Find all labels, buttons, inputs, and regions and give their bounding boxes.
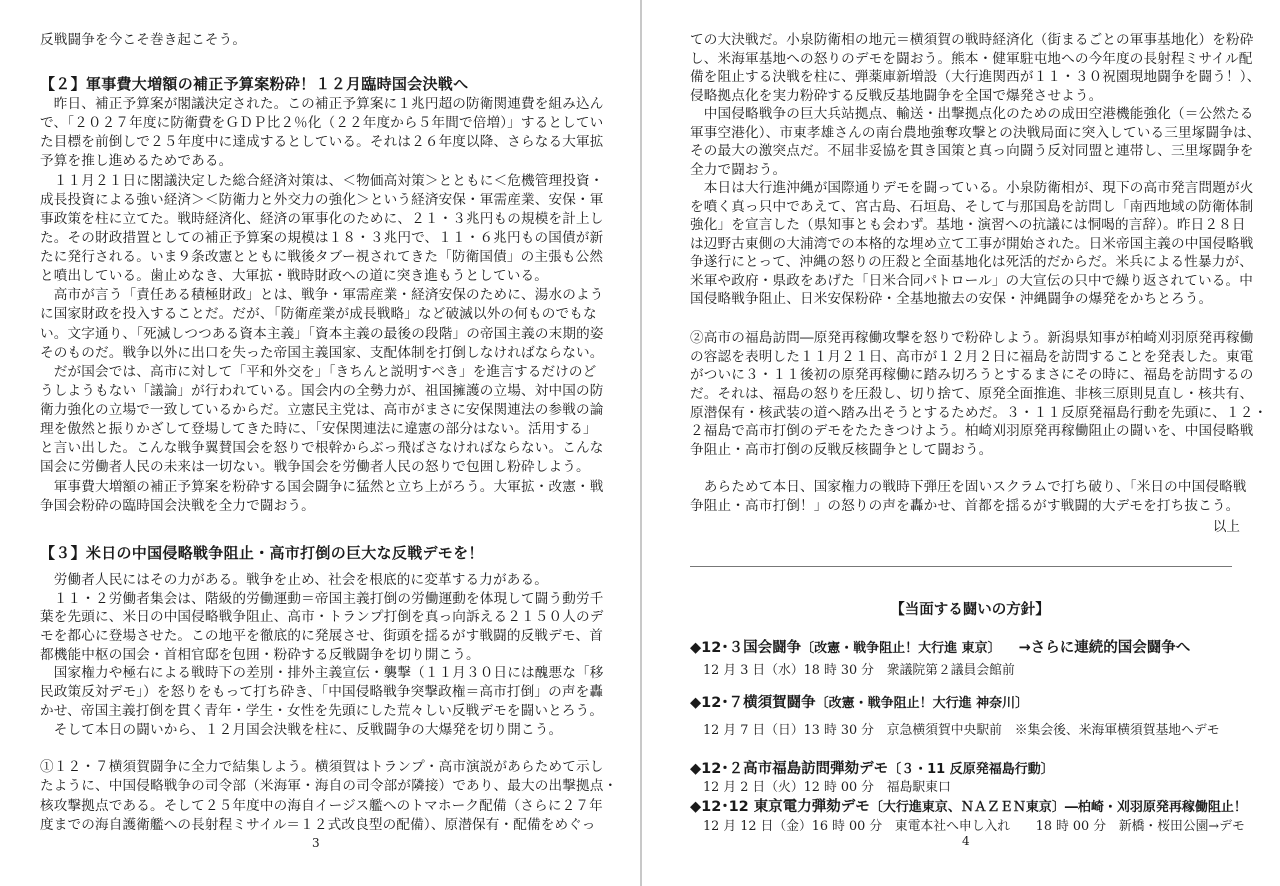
schedule-item-title — [690, 691, 1046, 712]
schedule-item-title: ◆12･12 東京電力弾劾デモ — [690, 799, 870, 815]
schedule-item-title — [690, 636, 1190, 657]
text-line: ①１２・７横須賀闘争に全力で結集しよう。横須賀はトランプ・高市演説があらためて示し — [40, 759, 604, 775]
text-line: と言い出した。こんな戦争翼賛国会を怒りで根幹からぶっ飛ばさなければならない。こんな — [40, 440, 604, 457]
schedule-item-detail: 12 月 7 日（日）13 時 30 分 京急横須賀中央駅前 ※集会後、米海軍横須賀基地へデモ — [703, 723, 1220, 738]
text-line: たに発行される。いま９条改憲とともに戦後タブー視されてきた「防衛国債」の主張も公然 — [40, 249, 604, 265]
schedule-item-detail: 12 月 2 日（火）12 時 00 分 福島駅東口 — [703, 780, 951, 795]
text-line: 本日は大行進沖縄が国際通りデモを闘っている。小泉防衛相が、現下の高市発言問題が火 — [690, 180, 1254, 196]
text-line: で、「２０２７年度に防衛費をＧＤＰ比２％化（２２年度から５年間で倍増）」するとしてい — [40, 115, 604, 132]
text-line: 争遂行にとって、沖縄の怒りの圧殺と全面基地化は死活的だからだ。米兵による性暴力が、 — [690, 254, 1253, 270]
text-line: と噴出している。歯止めなき、大軍拡・戦時財政への道に突き進もうとしている。 — [40, 268, 548, 285]
text-line: 原潜保有・核武装の道へ踏み出そうとするためだ。３・１１反原発福島行動を先頭に、１２・ — [690, 404, 1268, 421]
text-line: そのものだ。戦争以外に出口を失った帝国主義国家、支配体制を打倒しなければならない。 — [40, 344, 604, 361]
text-line: がついに３・１１後初の原発再稼働に踏み切ろうとするまさにその時に、福島を訪問するの — [690, 367, 1254, 384]
schedule-item-sub: 〔改憲・戦争阻止！大行進 東京〕 — [801, 641, 1001, 656]
text-line: 中国侵略戦争の巨大兵站拠点、輸送・出撃拠点化のための成田空港機能強化（＝公然たる — [690, 106, 1254, 122]
page-number: 3 — [312, 836, 320, 850]
text-line: の容認を表明した１１月２１日、高市が１２月２日に福島を訪問することを発表した。東電 — [690, 348, 1254, 365]
text-line: 軍事費大増額の補正予算案を粉砕する国会闘争に猛然と立ち上がろう。大軍拡・改憲・戦 — [40, 478, 604, 495]
point-2-paragraph — [690, 329, 1267, 460]
schedule-item-sub: 〔３・11 反原発福島行動〕 — [888, 762, 1054, 777]
text-line: だが国会では、高市に対して「平和外交を」「きちんと説明すべき」を進言するだけのど — [40, 363, 597, 380]
text-line: ②高市の福島訪問―原発再稼働攻撃を怒りで粉砕しよう。新潟県知事が柏崎刈羽原発再稼働 — [690, 330, 1254, 346]
text-line: かせ、帝国主義打倒を貫く青年・学生・女性を先頭にした荒々しい反戦デモを闘いとろう。 — [40, 702, 604, 719]
intro-paragraph — [40, 31, 246, 50]
text-line: を噴く真っ只中であえて、宮古島、石垣島、そして与那国島を訪問し「南西地域の防衛体制 — [690, 198, 1254, 215]
text-line: 高市が言う「責任ある積極財政」とは、戦争・軍需産業・経済安保のために、湯水のよう — [40, 287, 604, 304]
text-line: ２福島で高市打倒のデモをたたきつけよう。柏崎刈羽原発再稼働阻止の闘いを、中国侵略戦 — [690, 423, 1254, 440]
conclusion-paragraph — [690, 478, 1247, 516]
text-line: １１月２１日に閣議決定した総合経済対策は、＜物価高対策＞とともに＜危機管理投資・ — [40, 172, 604, 189]
schedule-heading: 【当面する闘いの方針】 — [890, 602, 1050, 618]
text-line: 反戦闘争を今こそ巻き起こそう。 — [40, 32, 247, 48]
schedule-item-detail: 12 月 3 日（水）18 時 30 分 衆議院第２議員会館前 — [703, 663, 1015, 678]
text-line: 強化」を宣言した（県知事とも会わず。基地・演習への抗議には恫喝的言辞）。昨日２８日 — [690, 217, 1246, 233]
continued-paragraph — [690, 31, 1260, 309]
schedule-item-note: →さらに連続的国会闘争へ — [1018, 640, 1191, 656]
text-line: 葉を先頭に、米日の中国侵略戦争阻止、高市・トランプ打倒を真っ向訴える２１５０人のデ — [40, 609, 604, 626]
text-line: 争阻止・高市打倒！」の怒りの声を轟かせ、首都を揺るがす戦闘的大デモを打ち抜こう。 — [690, 498, 1240, 514]
text-line: 侵略拠点化を実力粉砕する反戦反基地闘争を全国で爆発させよう。 — [690, 87, 1103, 104]
text-line: 国家権力や極右による戦時下の差別・排外主義宣伝・襲撃（１１月３０日には醜悪な「移 — [40, 665, 604, 682]
text-line: 米軍や政府・県政をあげた「日米合同パトロール」の大宣伝の只中で繰り返されている。中 — [690, 272, 1253, 289]
text-line: た目標を前倒しで２５年度中に達成するとしている。それは２６年度以降、さらなる大軍拡 — [40, 134, 604, 151]
text-line: 国会に労働者人民の未来は一切ない。戦争国会を労働者人民の怒りで包囲し粉砕しよう。 — [40, 459, 590, 476]
text-line: 労働者人民にはその力がある。戦争を止め、社会を根底的に変革する力がある。 — [40, 572, 548, 588]
text-line: そして本日の闘いから、１２月国会決戦を柱に、反戦闘争の大爆発を切り開こう。 — [40, 721, 563, 738]
text-line: た。その財政措置としての補正予算案の規模は１８・３兆円で、１１・６兆円もの国債が新 — [40, 229, 604, 246]
section-3-body — [40, 571, 604, 739]
text-line: 昨日、補正予算案が閣議決定された。この補正予算案に１兆円超の防衛関連費を組み込ん — [40, 96, 604, 112]
text-line: 全力で闘おう。 — [690, 161, 787, 178]
text-line: たように、中国侵略戦争の司令部（米海軍・海自の司令部が隣接）であり、最大の出撃拠点・ — [40, 778, 618, 795]
section-2-body — [40, 95, 604, 516]
text-line: 国侵略戦争阻止、日米安保粉砕・全基地撤去の安保・沖縄闘争の爆発をかちとろう。 — [690, 291, 1213, 307]
text-line: し、米海軍基地への怒りのデモを闘おう。熊本・健軍駐屯地への今年度の長射程ミサイル配 — [690, 50, 1253, 67]
closing-text: 以上 — [1212, 519, 1240, 535]
schedule-item-title: ◆12･２高市福島訪問弾劾デモ — [690, 761, 889, 777]
text-line: 争阻止・高市打倒の反戦反核闘争として闘おう。 — [690, 442, 993, 459]
schedule-item-title — [690, 795, 1265, 816]
page-divider — [640, 0, 642, 886]
text-line: モを都心に登場させた。この地平を徹底的に発展させ、街頭を揺るがす戦闘的反戦デモ、首 — [40, 628, 603, 645]
section-3-heading: 【３】米日の中国侵略戦争阻止・高市打倒の巨大な反戦デモを！ — [40, 544, 484, 562]
schedule-item-sub: 〔大行進東京、ＮＡＺＥＮ東京〕―柏崎・刈羽原発再稼働阻止！ — [869, 800, 1247, 815]
text-line: 争国会粉砕の臨時国会決戦を全力で闘おう。 — [40, 497, 315, 514]
text-line: 予算を推し進めるためである。 — [40, 153, 233, 170]
text-line: 都機能中枢の国会・首相官邸を包囲・粉砕する反戦闘争を切り開こう。 — [40, 646, 480, 663]
text-line: その最大の激突点だ。不屈非妥協を貫き国策と真っ向闘う反対同盟と連帯し、三里塚闘争を — [690, 143, 1254, 159]
text-line: 民政策反対デモ」）を怒りをもって打ち砕き、「中国侵略戦争突撃政権＝高市打倒」の声を轟 — [40, 684, 604, 701]
text-line: 衛力強化の立場で一致しているからだ。立憲民主党は、高市がまさに安保関連法の参戦の論 — [40, 402, 604, 418]
text-line: 事政策を柱に立てた。戦時経済化、経済の軍事化のために、２１・３兆円もの規模を計上し — [40, 210, 604, 227]
text-line: い。文字通り、「死滅しつつある資本主義」「資本主義の最後の段階」の帝国主義の末期的姿 — [40, 325, 604, 342]
text-line: は辺野古東側の大浦湾での本格的な埋め立て工事が開始された。日米帝国主義の中国侵略戦 — [690, 235, 1254, 252]
text-line: 度までの海自護衛艦への長射程ミサイル＝１２式改良型の配備）、原潜保有・配備をめぐっ — [40, 816, 596, 833]
horizontal-rule — [690, 566, 1232, 567]
schedule-item-sub: 〔改憲・戦争阻止！大行進 神奈川〕 — [815, 696, 1029, 711]
point-1-paragraph — [40, 758, 617, 835]
text-line: 核攻撃拠点である。そして２５年度中の海自イージス艦へのトマホーク配備（さらに２７年 — [40, 797, 603, 814]
text-line: うしようもない「議論」が行われている。国会内の全勢力が、祖国擁護の立場、対中国の防 — [40, 382, 604, 399]
text-line: ての大決戦だ。小泉防衛相の地元＝横須賀の戦時経済化（街まるごとの軍事基地化）を粉砕 — [690, 32, 1254, 48]
page-number: 4 — [962, 834, 970, 848]
text-line: １１・２労働者集会は、階級的労働運動＝帝国主義打倒の労働運動を体現して闘う動労千 — [40, 590, 604, 607]
schedule-item-detail: 12 月 12 日（金）16 時 00 分 東電本社へ申し入れ 18 時 00 分 新橋・桜田公園→デモ — [703, 819, 1245, 834]
schedule-item-title: ◆12･７横須賀闘争 — [690, 695, 816, 711]
text-line: 備を阻止する決戦を柱に、弾薬庫新増設（大行進関西が１１・３０祝園現地闘争を闘う！）、 — [690, 69, 1261, 85]
text-line: に国家財政を投入することだ。だが、「防衛産業が成長戦略」など破滅以外の何ものでもな — [40, 306, 597, 323]
text-line: 軍事空港化）、市東孝雄さんの南台農地強奪攻撃との決戦局面に突入している三里塚闘争は、 — [690, 124, 1261, 141]
text-line: 理を傲然と振りかざして登場してきた時に、「安保関連法に違憲の部分はない。活用する」 — [40, 421, 597, 438]
text-line: だ。それは、福島の怒りを圧殺し、切り捨て、原発全面推進、非核三原則見直し・核共有、 — [690, 386, 1254, 403]
section-2-heading: 【２】軍事費大増額の補正予算案粉砕！１２月臨時国会決戦へ — [40, 75, 469, 93]
text-line: 成長投資による強い経済＞＜防衛力と外交力の強化＞という経済安保・軍需産業、安保・軍 — [40, 191, 604, 208]
schedule-item-title — [690, 757, 1072, 778]
text-line: あらためて本日、国家権力の戦時下弾圧を固いスクラムで打ち破り、「米日の中国侵略戦 — [690, 479, 1247, 495]
schedule-item-title: ◆12･３国会闘争 — [690, 640, 802, 656]
